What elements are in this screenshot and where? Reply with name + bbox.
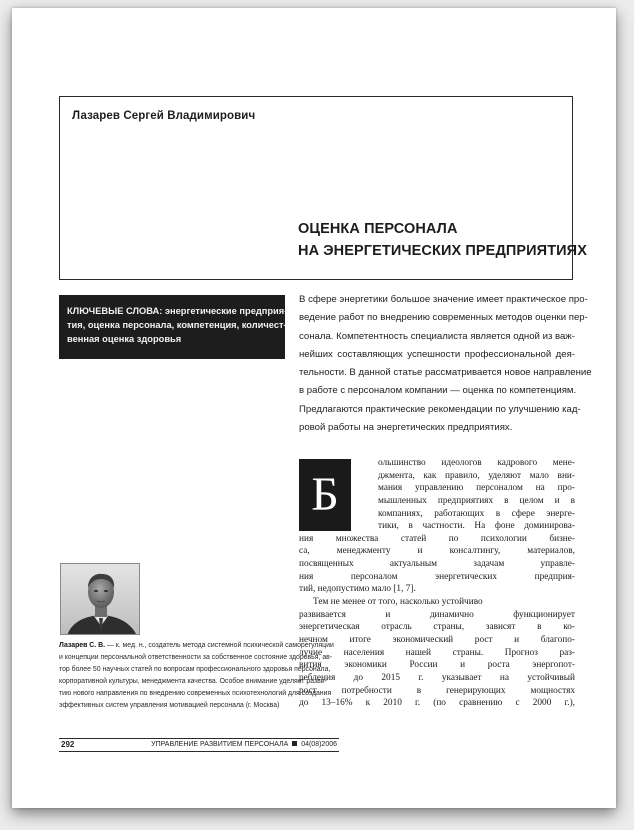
bio-line: и концепции персональной ответственности за собственное состояние здоровья, ав- <box>59 654 333 662</box>
journal-name: УПРАВЛЕНИЕ РАЗВИТИЕМ ПЕРСОНАЛА <box>151 741 289 748</box>
bio-line: тор более 50 научных статей по вопросам профессионального здоровья персонала, <box>59 666 331 674</box>
bio-line: эффективных систем управления мотивацией персонала (г. Москва) <box>59 702 280 710</box>
body-line: лучие населения нашей страны. Прогноз раз- <box>299 647 575 658</box>
body-line: ния множества статей по психологии бизне- <box>299 533 575 544</box>
body-line: мышленных предприятиях в целом и в <box>378 495 575 506</box>
article-body <box>299 457 575 710</box>
journal-info <box>151 739 337 751</box>
abstract-line: в работе с персоналом компании — оценка по компетенциям. <box>299 385 577 397</box>
body-line: са, менеджменту и консалтингу, материалов, <box>299 546 575 557</box>
abstract-line: Предлагаются практические рекомендации по улучшению кад- <box>299 403 581 415</box>
page-number: 292 <box>61 740 75 749</box>
keywords-box <box>59 295 288 359</box>
abstract-line: тельности. В данной статье рассматривается новое направление <box>299 367 592 379</box>
body-line: рост потребности в генерирующих мощностях <box>299 685 575 696</box>
journal-issue: 04(08)2006 <box>301 741 337 748</box>
author-name: Лазарев Сергей Владимирович <box>72 110 256 122</box>
body-line: нечном итоге экономический рост и благопо- <box>299 634 575 645</box>
portrait-photo-icon <box>61 564 140 635</box>
magazine-page <box>12 8 616 808</box>
abstract-line: ровой работы на энергетических предприятиях. <box>299 422 513 434</box>
body-line: до 13–16% к 2010 г. (по сравнению с 2000 г.), <box>299 698 575 709</box>
article-title-line-2: НА ЭНЕРГЕТИЧЕСКИХ ПРЕДПРИЯТИЯХ <box>298 243 587 259</box>
bio-line: корпоративной культуры, менеджмента качества. Особое внимание уделяет разви- <box>59 678 327 686</box>
keywords-line: венная оценка здоровья <box>67 334 182 344</box>
body-line: ребления до 2015 г. указывает на устойчивый <box>299 672 575 683</box>
author-photo <box>60 563 140 635</box>
bio-line-1 <box>59 640 339 652</box>
body-line: ольшинство идеологов кадрового мене- <box>378 458 575 468</box>
author-bio <box>59 640 339 713</box>
abstract-line: сонала. Компетентность специалиста является одной из важ- <box>299 330 575 342</box>
drop-cap: Б <box>299 459 351 531</box>
body-line: мания управлению персоналом на про- <box>378 483 575 494</box>
body-line: посвященных актуальным задачам управле- <box>299 559 575 570</box>
abstract-line: В сфере энергетики большое значение имеет практическое про- <box>299 294 588 305</box>
body-line: джмента, как правило, уделяют мало вни- <box>378 470 575 481</box>
article-title <box>298 218 587 262</box>
keywords-line: КЛЮЧЕВЫЕ СЛОВА: энергетические предприя- <box>67 306 288 316</box>
keywords-line: тия, оценка персонала, компетенция, количест- <box>67 320 287 330</box>
body-line: тики, в частности. На фоне доминирова- <box>378 521 575 532</box>
bio-line: тию нового направления по внедрению современных психотехнологий для создания <box>59 690 332 698</box>
abstract-line: нейших составляющих успешности профессиональной дея- <box>299 348 575 360</box>
body-line: энергетическая отрасль страны, зависят в ко- <box>299 622 575 633</box>
article-header-frame <box>59 96 587 280</box>
bio-text: — к. мед. н., создатель метода системной психической саморегуляции <box>104 642 334 649</box>
page-footer <box>59 738 339 752</box>
body-line: вития экономики России и роста энергопот- <box>299 660 575 671</box>
abstract <box>299 291 592 437</box>
abstract-line: ведение работ по внедрению современных методов оценки пер- <box>299 312 588 324</box>
body-line: компаниях, работающих в сфере энерге- <box>378 508 575 519</box>
body-line: ния персоналом энергетических предприя- <box>299 571 575 582</box>
bio-name: Лазарев С. В. <box>59 642 105 649</box>
black-square-icon <box>292 741 297 746</box>
article-title-line-1: ОЦЕНКА ПЕРСОНАЛА <box>298 221 458 237</box>
body-line: тий, недопустимо мало [1, 7]. <box>299 584 416 595</box>
body-line: развивается и динамично функционирует <box>299 609 575 620</box>
body-line: Тем не менее от того, насколько устойчиво <box>313 597 483 608</box>
